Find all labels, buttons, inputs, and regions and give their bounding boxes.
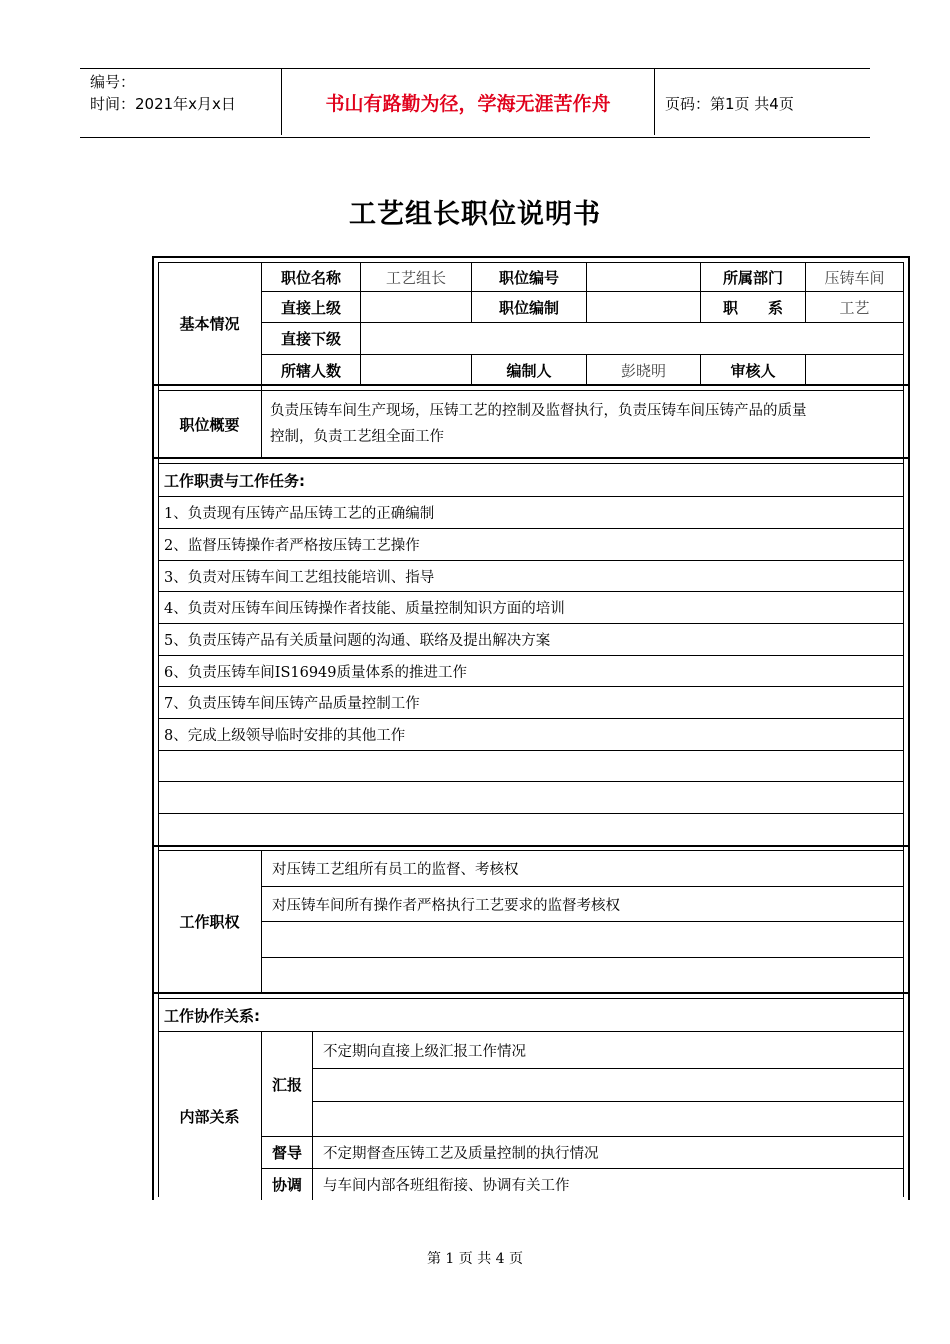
summary-line-2: 控制，负责工艺组全面工作 bbox=[270, 429, 444, 445]
report-text: 不定期向直接上级汇报工作情况 bbox=[323, 1043, 526, 1060]
basic-section-label: 基本情况 bbox=[179, 315, 240, 333]
duty-item-8: 8、完成上级领导临时安排的其他工作 bbox=[164, 728, 406, 744]
position-name-label: 职位名称 bbox=[280, 268, 341, 287]
duty-item-4: 4、负责对压铸车间压铸操作者技能、质量控制知识方面的培训 bbox=[164, 601, 565, 617]
department-value: 压铸车间 bbox=[824, 268, 885, 287]
duty-item-3: 3、负责对压铸车间工艺组技能培训、指导 bbox=[164, 569, 435, 586]
authority-label: 工作职权 bbox=[179, 913, 240, 931]
author-label: 编制人 bbox=[506, 361, 552, 380]
page-header bbox=[80, 68, 870, 138]
staff-count-value bbox=[361, 355, 471, 385]
duties-heading: 工作职责与工作任务: bbox=[164, 471, 305, 490]
reviewer-value bbox=[806, 355, 903, 385]
summary-label: 职位概要 bbox=[179, 415, 240, 434]
report-label: 汇报 bbox=[271, 1075, 302, 1094]
time-label: 时间：2021年x月x日 bbox=[90, 95, 236, 113]
duty-item-6: 6、负责压铸车间IS16949质量体系的推进工作 bbox=[164, 664, 468, 681]
headcount-label: 职位编制 bbox=[498, 298, 559, 317]
supervise-label: 督导 bbox=[271, 1144, 302, 1162]
series-label: 职 系 bbox=[722, 298, 783, 317]
supervise-text: 不定期督查压铸工艺及质量控制的执行情况 bbox=[323, 1146, 599, 1162]
authority-item-2: 对压铸车间所有操作者严格执行工艺要求的监督考核权 bbox=[272, 897, 620, 914]
summary-text bbox=[270, 398, 902, 450]
page-info: 页码：第1页 共4页 bbox=[665, 95, 794, 113]
duty-item-2: 2、监督压铸操作者严格按压铸工艺操作 bbox=[164, 538, 420, 554]
document-title: 工艺组长职位说明书 bbox=[349, 199, 601, 230]
department-label: 所属部门 bbox=[722, 268, 783, 287]
subordinate-label: 直接下级 bbox=[280, 330, 341, 348]
position-name-value: 工艺组长 bbox=[385, 268, 446, 287]
position-no-label: 职位编号 bbox=[498, 268, 559, 287]
header-meta bbox=[90, 71, 236, 115]
superior-label: 直接上级 bbox=[280, 298, 341, 317]
job-description-table bbox=[152, 256, 910, 1200]
summary-line-1: 负责压铸车间生产现场，压铸工艺的控制及监督执行，负责压铸车间压铸产品的质量 bbox=[270, 403, 807, 419]
motto: 书山有路勤为径，学海无涯苦作舟 bbox=[281, 69, 655, 135]
duty-item-7: 7、负责压铸车间压铸产品质量控制工作 bbox=[164, 696, 420, 712]
coordinate-text: 与车间内部各班组衔接、协调有关工作 bbox=[323, 1178, 570, 1194]
position-no-value bbox=[587, 263, 700, 291]
duty-item-5: 5、负责压铸产品有关质量问题的沟通、联络及提出解决方案 bbox=[164, 633, 551, 649]
subordinate-value bbox=[361, 323, 903, 354]
series-value: 工艺 bbox=[839, 298, 870, 317]
page-footer: 第 1 页 共 4 页 bbox=[426, 1251, 524, 1267]
coordinate-label: 协调 bbox=[271, 1176, 302, 1194]
cooperation-heading: 工作协作关系: bbox=[164, 1006, 260, 1025]
staff-count-label: 所辖人数 bbox=[280, 361, 341, 380]
author-value: 彭晓明 bbox=[620, 361, 666, 380]
headcount-value bbox=[587, 292, 700, 322]
superior-value bbox=[361, 292, 471, 322]
internal-relations-label: 内部关系 bbox=[179, 1107, 240, 1126]
duty-item-1: 1、负责现有压铸产品压铸工艺的正确编制 bbox=[164, 506, 435, 522]
authority-item-1: 对压铸工艺组所有员工的监督、考核权 bbox=[272, 862, 519, 878]
reviewer-label: 审核人 bbox=[730, 361, 776, 380]
number-label: 编号： bbox=[90, 73, 136, 91]
